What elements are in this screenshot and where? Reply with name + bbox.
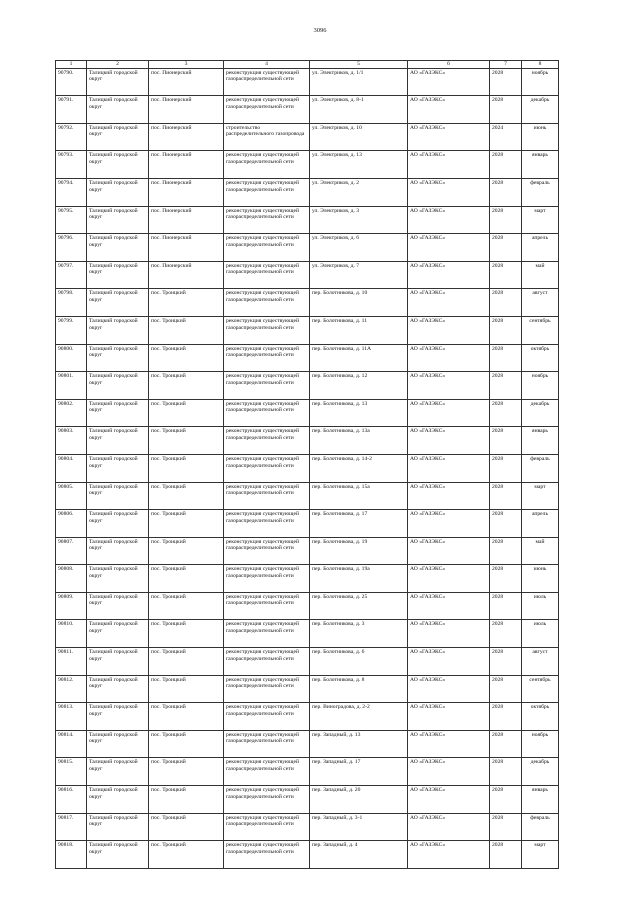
month-cell: сентябрь	[522, 316, 559, 344]
work-type-cell: реконструкция существующей газораспределительной сети	[224, 206, 310, 234]
year-cell: 2028	[490, 841, 522, 869]
month-cell: сентябрь	[522, 675, 559, 703]
address-cell: пер. Болотникова, д. 6	[310, 648, 408, 676]
settlement-cell: пос. Троицкий	[149, 565, 224, 593]
month-cell: ноябрь	[522, 372, 559, 400]
district-cell: Талицкий городской округ	[87, 592, 149, 620]
column-header-7: 7	[490, 61, 522, 69]
row-number-cell: 90794.	[56, 178, 87, 206]
district-cell: Талицкий городской округ	[87, 454, 149, 482]
year-cell: 2028	[490, 482, 522, 510]
settlement-cell: пос. Троицкий	[149, 620, 224, 648]
operator-cell: АО «ГАЗЭКС»	[408, 316, 490, 344]
address-cell: ул. Электриков, д. 7	[310, 261, 408, 289]
month-cell: август	[522, 648, 559, 676]
district-cell: Талицкий городской округ	[87, 68, 149, 96]
row-number-cell: 90809.	[56, 592, 87, 620]
table-row	[56, 289, 559, 317]
table-row	[56, 96, 559, 124]
work-type-cell: реконструкция существующей газораспределительной сети	[224, 537, 310, 565]
address-cell: ул. Электриков, д. 6	[310, 234, 408, 262]
operator-cell: АО «ГАЗЭКС»	[408, 151, 490, 179]
year-cell: 2028	[490, 151, 522, 179]
year-cell: 2028	[490, 565, 522, 593]
table-row	[56, 344, 559, 372]
operator-cell: АО «ГАЗЭКС»	[408, 289, 490, 317]
address-cell: пер. Виноградова, д. 2-2	[310, 703, 408, 731]
page-number: 3096	[313, 27, 327, 34]
row-number-cell: 90818.	[56, 841, 87, 869]
work-type-cell: реконструкция существующей газораспределительной сети	[224, 427, 310, 455]
work-type-cell: реконструкция существующей газораспределительной сети	[224, 510, 310, 538]
table-row	[56, 372, 559, 400]
operator-cell: АО «ГАЗЭКС»	[408, 482, 490, 510]
month-cell: март	[522, 206, 559, 234]
table-row	[56, 399, 559, 427]
year-cell: 2028	[490, 344, 522, 372]
row-number-cell: 90815.	[56, 758, 87, 786]
month-cell: июль	[522, 620, 559, 648]
year-cell: 2024	[490, 123, 522, 151]
settlement-cell: пос. Троицкий	[149, 786, 224, 814]
settlement-cell: пос. Троицкий	[149, 703, 224, 731]
table-row	[56, 730, 559, 758]
district-cell: Талицкий городской округ	[87, 151, 149, 179]
address-cell: ул. Электриков, д. 10	[310, 123, 408, 151]
operator-cell: АО «ГАЗЭКС»	[408, 565, 490, 593]
work-type-cell: реконструкция существующей газораспределительной сети	[224, 234, 310, 262]
table-row	[56, 68, 559, 96]
district-cell: Талицкий городской округ	[87, 703, 149, 731]
district-cell: Талицкий городской округ	[87, 482, 149, 510]
month-cell: ноябрь	[522, 68, 559, 96]
district-cell: Талицкий городской округ	[87, 813, 149, 841]
settlement-cell: пос. Пионерский	[149, 261, 224, 289]
year-cell: 2028	[490, 675, 522, 703]
row-number-cell: 90797.	[56, 261, 87, 289]
month-cell: декабрь	[522, 96, 559, 124]
table-row	[56, 482, 559, 510]
address-cell: пер. Болотникова, д. 3	[310, 620, 408, 648]
settlement-cell: пос. Пионерский	[149, 123, 224, 151]
address-cell: пер. Болотникова, д. 19а	[310, 565, 408, 593]
table-row	[56, 316, 559, 344]
district-cell: Талицкий городской округ	[87, 316, 149, 344]
district-cell: Талицкий городской округ	[87, 372, 149, 400]
month-cell: ноябрь	[522, 730, 559, 758]
year-cell: 2028	[490, 537, 522, 565]
work-type-cell: реконструкция существующей газораспределительной сети	[224, 841, 310, 869]
month-cell: июль	[522, 592, 559, 620]
work-type-cell: реконструкция существующей газораспределительной сети	[224, 454, 310, 482]
year-cell: 2028	[490, 96, 522, 124]
settlement-cell: пос. Троицкий	[149, 648, 224, 676]
year-cell: 2028	[490, 206, 522, 234]
row-number-cell: 90804.	[56, 454, 87, 482]
address-cell: пер. Западный, д. 13	[310, 730, 408, 758]
settlement-cell: пос. Пионерский	[149, 206, 224, 234]
table-row	[56, 758, 559, 786]
table-row	[56, 510, 559, 538]
settlement-cell: пос. Троицкий	[149, 758, 224, 786]
year-cell: 2028	[490, 316, 522, 344]
month-cell: февраль	[522, 454, 559, 482]
row-number-cell: 90816.	[56, 786, 87, 814]
operator-cell: АО «ГАЗЭКС»	[408, 427, 490, 455]
operator-cell: АО «ГАЗЭКС»	[408, 510, 490, 538]
address-cell: ул. Электриков, д. 3	[310, 206, 408, 234]
settlement-cell: пос. Троицкий	[149, 427, 224, 455]
settlement-cell: пос. Троицкий	[149, 675, 224, 703]
settlement-cell: пос. Троицкий	[149, 344, 224, 372]
year-cell: 2028	[490, 399, 522, 427]
operator-cell: АО «ГАЗЭКС»	[408, 123, 490, 151]
district-cell: Талицкий городской округ	[87, 289, 149, 317]
settlement-cell: пос. Пионерский	[149, 151, 224, 179]
operator-cell: АО «ГАЗЭКС»	[408, 454, 490, 482]
year-cell: 2028	[490, 68, 522, 96]
address-cell: пер. Болотникова, д. 25	[310, 592, 408, 620]
row-number-cell: 90817.	[56, 813, 87, 841]
row-number-cell: 90813.	[56, 703, 87, 731]
address-cell: пер. Западный, д. 17	[310, 758, 408, 786]
table-row	[56, 592, 559, 620]
column-header-3: 3	[149, 61, 224, 69]
settlement-cell: пос. Троицкий	[149, 482, 224, 510]
month-cell: март	[522, 841, 559, 869]
district-cell: Талицкий городской округ	[87, 648, 149, 676]
work-type-cell: реконструкция существующей газораспределительной сети	[224, 675, 310, 703]
year-cell: 2028	[490, 454, 522, 482]
settlement-cell: пос. Пионерский	[149, 68, 224, 96]
month-cell: июнь	[522, 123, 559, 151]
work-type-cell: реконструкция существующей газораспределительной сети	[224, 178, 310, 206]
settlement-cell: пос. Троицкий	[149, 730, 224, 758]
work-type-cell: реконструкция существующей газораспределительной сети	[224, 289, 310, 317]
work-type-cell: реконструкция существующей газораспределительной сети	[224, 730, 310, 758]
district-cell: Талицкий городской округ	[87, 565, 149, 593]
month-cell: март	[522, 482, 559, 510]
month-cell: январь	[522, 786, 559, 814]
row-number-cell: 90814.	[56, 730, 87, 758]
register-table	[55, 60, 559, 869]
address-cell: пер. Болотникова, д. 12	[310, 372, 408, 400]
district-cell: Талицкий городской округ	[87, 730, 149, 758]
settlement-cell: пос. Троицкий	[149, 592, 224, 620]
year-cell: 2028	[490, 261, 522, 289]
address-cell: пер. Болотникова, д. 11А	[310, 344, 408, 372]
row-number-cell: 90796.	[56, 234, 87, 262]
row-number-cell: 90793.	[56, 151, 87, 179]
table-row	[56, 178, 559, 206]
operator-cell: АО «ГАЗЭКС»	[408, 592, 490, 620]
work-type-cell: реконструкция существующей газораспределительной сети	[224, 482, 310, 510]
operator-cell: АО «ГАЗЭКС»	[408, 841, 490, 869]
operator-cell: АО «ГАЗЭКС»	[408, 96, 490, 124]
district-cell: Талицкий городской округ	[87, 96, 149, 124]
operator-cell: АО «ГАЗЭКС»	[408, 261, 490, 289]
address-cell: пер. Болотникова, д. 15а	[310, 482, 408, 510]
table-row	[56, 206, 559, 234]
year-cell: 2028	[490, 510, 522, 538]
work-type-cell: реконструкция существующей газораспределительной сети	[224, 399, 310, 427]
column-header-8: 8	[522, 61, 559, 69]
table-row	[56, 565, 559, 593]
table-row	[56, 427, 559, 455]
table-row	[56, 261, 559, 289]
year-cell: 2028	[490, 730, 522, 758]
table-row	[56, 454, 559, 482]
district-cell: Талицкий городской округ	[87, 841, 149, 869]
district-cell: Талицкий городской округ	[87, 344, 149, 372]
row-number-cell: 90799.	[56, 316, 87, 344]
settlement-cell: пос. Троицкий	[149, 316, 224, 344]
work-type-cell: реконструкция существующей газораспределительной сети	[224, 620, 310, 648]
column-header-5: 5	[310, 61, 408, 69]
row-number-cell: 90790.	[56, 68, 87, 96]
table-row	[56, 234, 559, 262]
address-cell: ул. Электриков, д. 1/1	[310, 68, 408, 96]
row-number-cell: 90801.	[56, 372, 87, 400]
month-cell: май	[522, 537, 559, 565]
year-cell: 2028	[490, 758, 522, 786]
year-cell: 2028	[490, 813, 522, 841]
table-row	[56, 620, 559, 648]
row-number-cell: 90805.	[56, 482, 87, 510]
address-cell: пер. Западный, д. 3-1	[310, 813, 408, 841]
operator-cell: АО «ГАЗЭКС»	[408, 399, 490, 427]
operator-cell: АО «ГАЗЭКС»	[408, 620, 490, 648]
table-row	[56, 703, 559, 731]
row-number-cell: 90791.	[56, 96, 87, 124]
month-cell: август	[522, 289, 559, 317]
district-cell: Талицкий городской округ	[87, 675, 149, 703]
address-cell: ул. Электриков, д. 2	[310, 178, 408, 206]
operator-cell: АО «ГАЗЭКС»	[408, 813, 490, 841]
district-cell: Талицкий городской округ	[87, 206, 149, 234]
row-number-cell: 90812.	[56, 675, 87, 703]
work-type-cell: реконструкция существующей газораспределительной сети	[224, 68, 310, 96]
address-cell: пер. Западный, д. 20	[310, 786, 408, 814]
settlement-cell: пос. Пионерский	[149, 234, 224, 262]
row-number-cell: 90802.	[56, 399, 87, 427]
work-type-cell: реконструкция существующей газораспределительной сети	[224, 261, 310, 289]
operator-cell: АО «ГАЗЭКС»	[408, 730, 490, 758]
district-cell: Талицкий городской округ	[87, 427, 149, 455]
address-cell: ул. Электриков, д. 8-1	[310, 96, 408, 124]
address-cell: пер. Болотникова, д. 17	[310, 510, 408, 538]
year-cell: 2028	[490, 427, 522, 455]
row-number-cell: 90795.	[56, 206, 87, 234]
month-cell: апрель	[522, 234, 559, 262]
month-cell: январь	[522, 427, 559, 455]
month-cell: январь	[522, 151, 559, 179]
operator-cell: АО «ГАЗЭКС»	[408, 703, 490, 731]
settlement-cell: пос. Пионерский	[149, 96, 224, 124]
district-cell: Талицкий городской округ	[87, 123, 149, 151]
table-row	[56, 151, 559, 179]
table-row	[56, 675, 559, 703]
work-type-cell: реконструкция существующей газораспределительной сети	[224, 565, 310, 593]
year-cell: 2028	[490, 592, 522, 620]
address-cell: пер. Болотникова, д. 14-2	[310, 454, 408, 482]
work-type-cell: строительство распределительного газопровода	[224, 123, 310, 151]
district-cell: Талицкий городской округ	[87, 510, 149, 538]
district-cell: Талицкий городской округ	[87, 234, 149, 262]
year-cell: 2028	[490, 372, 522, 400]
work-type-cell: реконструкция существующей газораспределительной сети	[224, 344, 310, 372]
address-cell: пер. Болотникова, д. 10	[310, 289, 408, 317]
year-cell: 2028	[490, 786, 522, 814]
year-cell: 2028	[490, 703, 522, 731]
work-type-cell: реконструкция существующей газораспределительной сети	[224, 96, 310, 124]
table-header-row	[56, 61, 559, 69]
month-cell: декабрь	[522, 758, 559, 786]
work-type-cell: реконструкция существующей газораспределительной сети	[224, 703, 310, 731]
month-cell: февраль	[522, 178, 559, 206]
district-cell: Талицкий городской округ	[87, 399, 149, 427]
operator-cell: АО «ГАЗЭКС»	[408, 178, 490, 206]
month-cell: апрель	[522, 510, 559, 538]
operator-cell: АО «ГАЗЭКС»	[408, 344, 490, 372]
district-cell: Талицкий городской округ	[87, 178, 149, 206]
work-type-cell: реконструкция существующей газораспределительной сети	[224, 813, 310, 841]
row-number-cell: 90800.	[56, 344, 87, 372]
operator-cell: АО «ГАЗЭКС»	[408, 758, 490, 786]
row-number-cell: 90806.	[56, 510, 87, 538]
table-body	[56, 68, 559, 868]
operator-cell: АО «ГАЗЭКС»	[408, 206, 490, 234]
table-row	[56, 841, 559, 869]
work-type-cell: реконструкция существующей газораспределительной сети	[224, 592, 310, 620]
month-cell: февраль	[522, 813, 559, 841]
work-type-cell: реконструкция существующей газораспределительной сети	[224, 316, 310, 344]
year-cell: 2028	[490, 289, 522, 317]
address-cell: пер. Западный, д. 4	[310, 841, 408, 869]
row-number-cell: 90811.	[56, 648, 87, 676]
table-row	[56, 813, 559, 841]
district-cell: Талицкий городской округ	[87, 537, 149, 565]
settlement-cell: пос. Пионерский	[149, 178, 224, 206]
month-cell: июнь	[522, 565, 559, 593]
year-cell: 2028	[490, 648, 522, 676]
year-cell: 2028	[490, 620, 522, 648]
settlement-cell: пос. Троицкий	[149, 399, 224, 427]
district-cell: Талицкий городской округ	[87, 620, 149, 648]
operator-cell: АО «ГАЗЭКС»	[408, 234, 490, 262]
month-cell: октябрь	[522, 344, 559, 372]
operator-cell: АО «ГАЗЭКС»	[408, 537, 490, 565]
work-type-cell: реконструкция существующей газораспределительной сети	[224, 151, 310, 179]
district-cell: Талицкий городской округ	[87, 261, 149, 289]
operator-cell: АО «ГАЗЭКС»	[408, 68, 490, 96]
row-number-cell: 90807.	[56, 537, 87, 565]
row-number-cell: 90798.	[56, 289, 87, 317]
row-number-cell: 90810.	[56, 620, 87, 648]
settlement-cell: пос. Троицкий	[149, 841, 224, 869]
settlement-cell: пос. Троицкий	[149, 813, 224, 841]
address-cell: пер. Болотникова, д. 13а	[310, 427, 408, 455]
table-row	[56, 786, 559, 814]
work-type-cell: реконструкция существующей газораспределительной сети	[224, 648, 310, 676]
row-number-cell: 90792.	[56, 123, 87, 151]
address-cell: пер. Болотникова, д. 19	[310, 537, 408, 565]
column-header-1: 1	[56, 61, 87, 69]
settlement-cell: пос. Троицкий	[149, 289, 224, 317]
settlement-cell: пос. Троицкий	[149, 537, 224, 565]
district-cell: Талицкий городской округ	[87, 786, 149, 814]
table-row	[56, 648, 559, 676]
work-type-cell: реконструкция существующей газораспределительной сети	[224, 758, 310, 786]
year-cell: 2028	[490, 178, 522, 206]
table-row	[56, 537, 559, 565]
district-cell: Талицкий городской округ	[87, 758, 149, 786]
row-number-cell: 90803.	[56, 427, 87, 455]
work-type-cell: реконструкция существующей газораспределительной сети	[224, 372, 310, 400]
operator-cell: АО «ГАЗЭКС»	[408, 675, 490, 703]
column-header-4: 4	[224, 61, 310, 69]
column-header-6: 6	[408, 61, 490, 69]
month-cell: октябрь	[522, 703, 559, 731]
operator-cell: АО «ГАЗЭКС»	[408, 372, 490, 400]
month-cell: май	[522, 261, 559, 289]
address-cell: ул. Электриков, д. 13	[310, 151, 408, 179]
row-number-cell: 90808.	[56, 565, 87, 593]
work-type-cell: реконструкция существующей газораспределительной сети	[224, 786, 310, 814]
address-cell: пер. Болотникова, д. 11	[310, 316, 408, 344]
month-cell: декабрь	[522, 399, 559, 427]
operator-cell: АО «ГАЗЭКС»	[408, 786, 490, 814]
settlement-cell: пос. Троицкий	[149, 510, 224, 538]
settlement-cell: пос. Троицкий	[149, 372, 224, 400]
address-cell: пер. Болотникова, д. 13	[310, 399, 408, 427]
settlement-cell: пос. Троицкий	[149, 454, 224, 482]
column-header-2: 2	[87, 61, 149, 69]
year-cell: 2028	[490, 234, 522, 262]
operator-cell: АО «ГАЗЭКС»	[408, 648, 490, 676]
table-row	[56, 123, 559, 151]
address-cell: пер. Болотникова, д. 8	[310, 675, 408, 703]
